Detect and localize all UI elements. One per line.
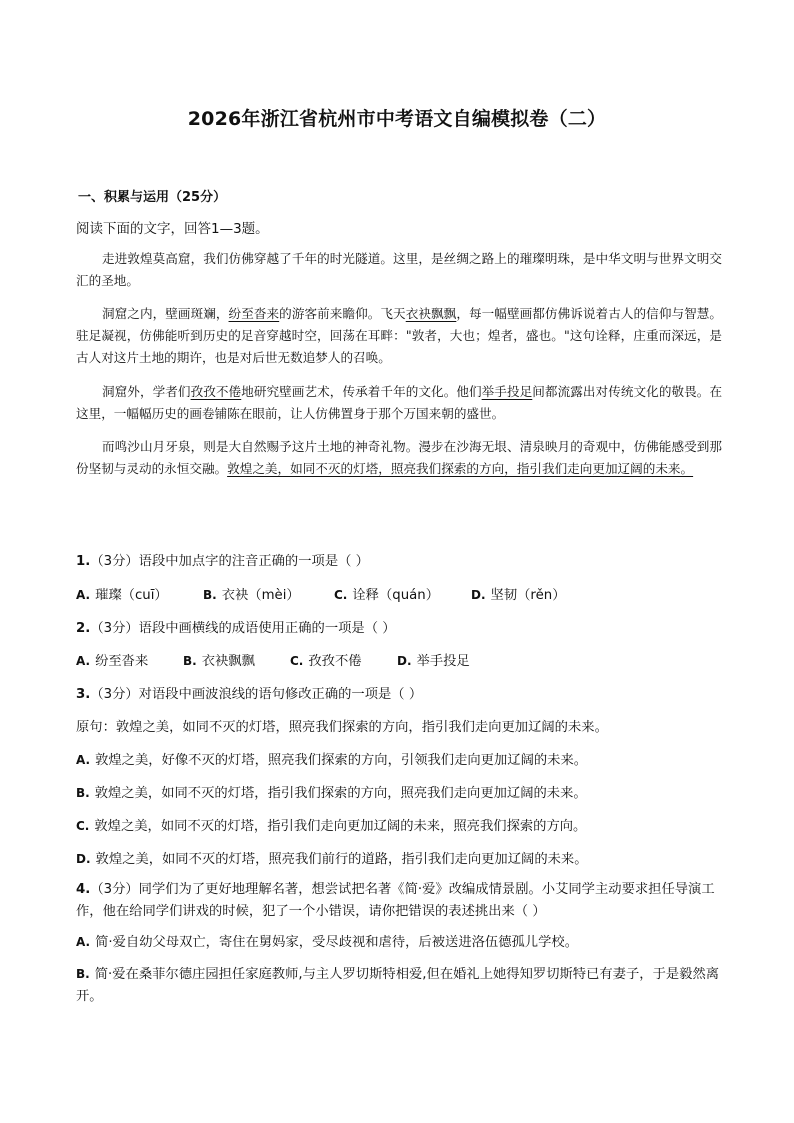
question-4-option-b: B. 简·爱在桑菲尔德庄园担任家庭教师,与主人罗切斯特相爱,但在婚礼上她得知罗切斯特已有妻子，于是毅然离开。 [76, 967, 720, 1004]
question-3-option-c: C. 敦煌之美，如同不灭的灯塔，指引我们走向更加辽阔的未来，照亮我们探索的方向。 [76, 819, 587, 834]
question-3-option-d: D. 敦煌之美，如同不灭的灯塔，照亮我们前行的道路，指引我们走向更加辽阔的未来。 [76, 852, 588, 867]
question-4-option-a: A. 简·爱自幼父母双亡，寄住在舅妈家，受尽歧视和虐待，后被送进洛伍德孤儿学校。 [76, 935, 578, 950]
question-2-stem [76, 617, 396, 636]
p2-text-a: 洞窟之内，壁画斑斓， [102, 306, 229, 321]
option-b: B. 衣袂飘飘 [183, 654, 255, 669]
question-text: （3分）语段中加点字的注音正确的一项是（ ） [90, 554, 369, 569]
question-text: （3分）语段中画横线的成语使用正确的一项是（ ） [90, 621, 396, 636]
question-2-options [76, 650, 470, 669]
question-4-stem [76, 879, 722, 923]
option-d: D. 举手投足 [397, 654, 470, 669]
option-c: C. 诠释（quán） [334, 588, 440, 603]
question-3-option-b: B. 敦煌之美，如同不灭的灯塔，指引我们探索的方向，照亮我们走向更加辽阔的未来。 [76, 786, 587, 801]
question-number: 2. [76, 621, 91, 636]
passage-paragraph-4 [76, 436, 722, 480]
question-text: （3分）同学们为了更好地理解名著，想尝试把名著《简·爱》改编成情景剧。小艾同学主动要求担任导演工作，他在给同学们讲戏的时候，犯了一个小错误，请你把错误的表述挑出来（ ） [76, 882, 715, 919]
question-1-options [76, 584, 566, 603]
question-1-stem [76, 550, 369, 569]
passage-paragraph-1: 走进敦煌莫高窟，我们仿佛穿越了千年的时光隧道。这里，是丝绸之路上的璀璨明珠，是中华文明与世界文明交汇的圣地。 [76, 251, 722, 288]
wavy-underlined-sentence: 敦煌之美，如同不灭的灯塔，照亮我们探索的方向，指引我们走向更加辽阔的未来。 [227, 461, 694, 476]
p3-text-a: 洞窟外，学者们 [102, 384, 191, 399]
underlined-idiom-3: 孜孜不倦 [190, 384, 242, 399]
option-a: A. 璀璨（cuī） [76, 588, 168, 603]
page-title: 2026年浙江省杭州市中考语文自编模拟卷（二） [187, 108, 607, 130]
underlined-idiom-4: 举手投足 [481, 384, 533, 399]
question-text: （3分）对语段中画波浪线的语句修改正确的一项是（ ） [90, 687, 423, 702]
p3-text-c: 间都流露出对传统文化的敬畏。在这里，一幅幅历史的画卷铺陈在眼前，让人仿佛置身于那个万国来朝的盛世。 [76, 384, 723, 421]
p2-text-c: ，每一幅壁画都仿佛诉说着古人的信仰与智慧。驻足凝视，仿佛能听到历史的足音穿越时空，回荡在耳畔："敦者，大也；煌者，盛也。"这句诠释，庄重而深远，是古人对这片土地的期许，也是对后世无数追梦人的召唤。 [76, 306, 723, 365]
passage-paragraph-3 [76, 381, 722, 425]
option-d: D. 坚韧（rěn） [471, 588, 566, 603]
passage-paragraph-2 [76, 303, 722, 369]
underlined-idiom-1: 纷至沓来 [228, 306, 280, 321]
question-3-option-a: A. 敦煌之美，好像不灭的灯塔，照亮我们探索的方向，引领我们走向更加辽阔的未来。 [76, 753, 588, 768]
p3-text-b: 地研究壁画艺术，传承着千年的文化。他们 [241, 384, 482, 399]
p2-text-b: 的游客前来瞻仰。飞天 [279, 306, 406, 321]
option-c: C. 孜孜不倦 [290, 654, 362, 669]
p4-text-a: 而鸣沙山月牙泉，则是大自然赐予这片土地的神奇礼物。漫步在沙海无垠、清泉映月的奇观中，仿佛能感受到那份坚韧与灵动的永恒交融。 [76, 439, 722, 476]
section-intro: 阅读下面的文字，回答1—3题。 [76, 221, 269, 237]
option-b: B. 衣袂（mèi） [203, 588, 300, 603]
underlined-idiom-2: 衣袂飘飘 [405, 306, 457, 321]
question-number: 3. [76, 687, 91, 702]
option-a: A. 纷至沓来 [76, 654, 149, 669]
question-3-stem [76, 683, 422, 702]
question-3-original: 原句：敦煌之美，如同不灭的灯塔，照亮我们探索的方向，指引我们走向更加辽阔的未来。 [76, 720, 608, 735]
section-heading: 一、积累与运用（25分） [78, 190, 227, 205]
question-number: 4. [76, 882, 91, 897]
question-number: 1. [76, 554, 91, 569]
